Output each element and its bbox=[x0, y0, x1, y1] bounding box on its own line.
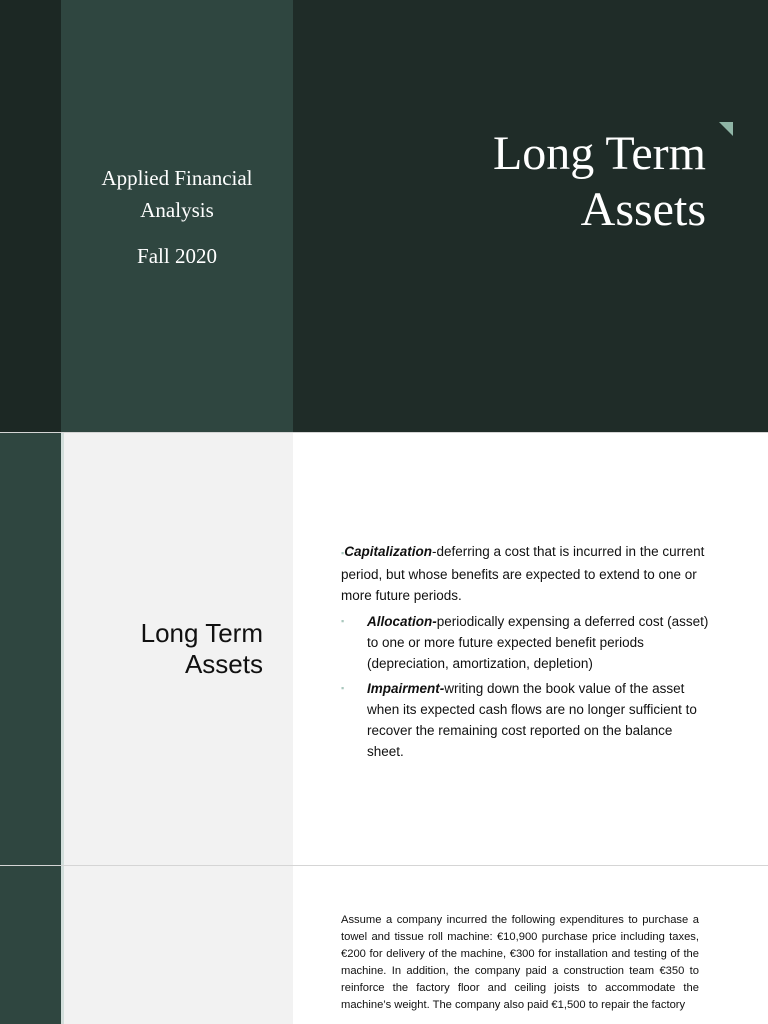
capitalization-term: Capitalization bbox=[344, 544, 432, 559]
bullet-square-icon: ▪ bbox=[341, 683, 345, 693]
capitalization-text: -deferring a cost that is incurred in the current period, but whose benefits are expected to extend to one or more future periods. bbox=[341, 544, 705, 603]
definitions-slide bbox=[0, 433, 768, 865]
slide-heading-line1: Long Term bbox=[140, 618, 263, 648]
allocation-term: Allocation- bbox=[367, 614, 437, 629]
definitions-content bbox=[341, 541, 711, 766]
impairment-text: writing down the book value of the asset when its expected cash flows are no longer sufficient to recover the remaining cost reported on the balance sheet. bbox=[367, 681, 697, 759]
slide-title-line1: Long Term bbox=[492, 127, 706, 180]
example-paragraph: Assume a company incurred the following expenditures to purchase a towel and tissue roll machine: €10,900 purchase price including taxes,€200 for delivery of the machine, €300 for installation and testing of the machine. In addition, the company paid a construction team €350 to reinforce the factory floor and ceiling joists to accommodate the machine’s weight. The company also paid €1,500 to repair the factory bbox=[341, 914, 699, 1011]
impairment-term: Impairment- bbox=[367, 681, 445, 696]
left-accent-bar bbox=[0, 433, 61, 865]
slide-heading-line2: Assets bbox=[184, 649, 263, 679]
left-accent-bar bbox=[0, 866, 61, 1024]
list-item bbox=[341, 611, 711, 674]
capitalization-definition bbox=[341, 541, 711, 606]
left-dark-band bbox=[0, 0, 61, 432]
bullet-square-icon: ▪ bbox=[341, 548, 345, 558]
slide-title bbox=[493, 126, 706, 238]
title-slide bbox=[0, 0, 768, 432]
list-item bbox=[341, 678, 711, 762]
definition-list bbox=[341, 611, 711, 762]
bullet-square-icon: ▪ bbox=[341, 616, 345, 626]
slide-heading bbox=[141, 618, 263, 680]
slide-title-line2: Assets bbox=[580, 183, 706, 236]
example-slide bbox=[0, 866, 768, 1024]
corner-triangle-icon bbox=[719, 122, 733, 136]
allocation-text: periodically expensing a deferred cost (asset) to one or more future expected benefit periods (depreciation, amortization, depletion) bbox=[367, 614, 709, 671]
course-name bbox=[61, 162, 293, 226]
course-term: Fall 2020 bbox=[137, 244, 217, 268]
course-name-line1: Applied Financial bbox=[101, 166, 253, 190]
course-name-line2: Analysis bbox=[140, 198, 214, 222]
title-panel bbox=[64, 866, 293, 1024]
